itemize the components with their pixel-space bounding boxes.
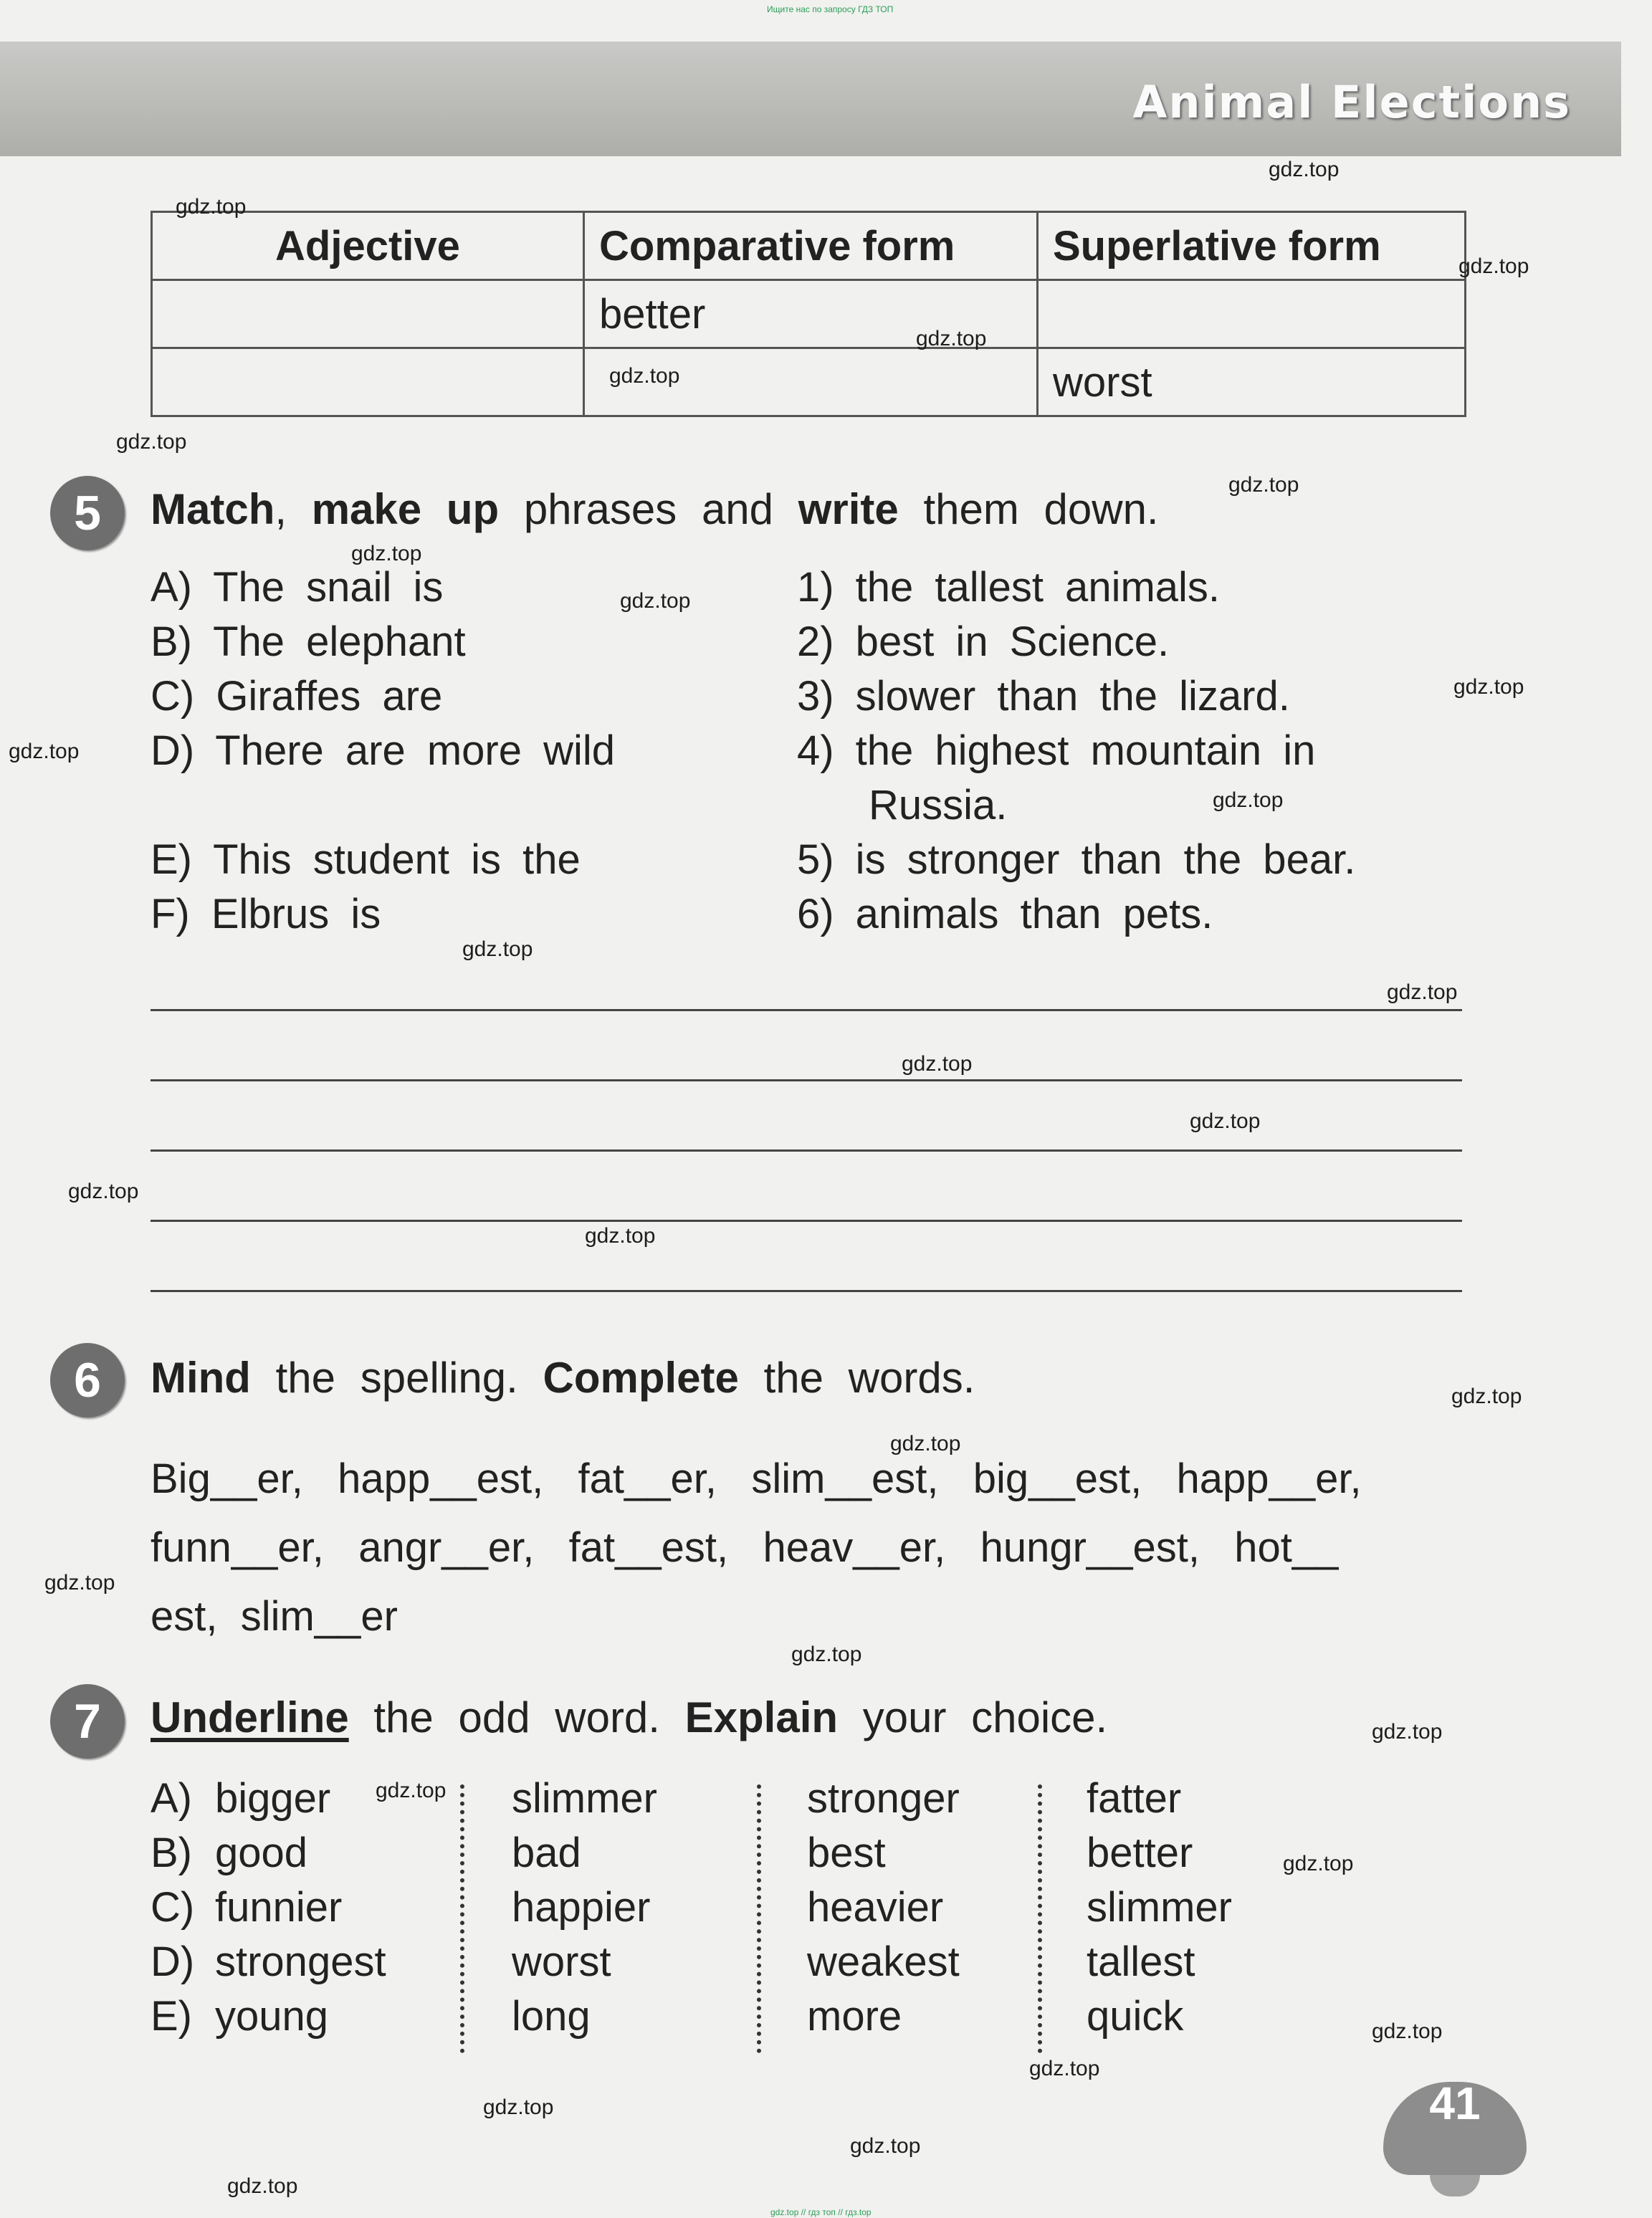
watermark: gdz.top: [44, 1571, 115, 1595]
phrase-end-1: 1) the tallest animals.: [797, 564, 1221, 611]
watermark: gdz.top: [791, 1643, 862, 1666]
watermark: gdz.top: [351, 542, 422, 565]
watermark: gdz.top: [1269, 158, 1340, 181]
phrase-start-c: C) Giraffes are: [151, 673, 443, 720]
writing-line[interactable]: [151, 1290, 1462, 1292]
table-cell[interactable]: [1038, 280, 1466, 348]
watermark: gdz.top: [227, 2174, 298, 2198]
watermark: gdz.top: [890, 1432, 961, 1455]
watermark: gdz.top: [1458, 254, 1529, 278]
top-note: Ищите нас по запросу ГДЗ ТОП: [767, 4, 894, 14]
watermark: gdz.top: [620, 589, 691, 613]
title-text: your choice.: [862, 1693, 1108, 1741]
phrase-start-d: D) There are more wild: [151, 727, 616, 774]
phrase-end-4: 4) the highest mountain in: [797, 727, 1316, 774]
watermark: gdz.top: [916, 327, 987, 350]
odd-word-option[interactable]: bad: [512, 1830, 581, 1876]
watermark: gdz.top: [1387, 980, 1458, 1004]
odd-word-option[interactable]: best: [807, 1830, 886, 1876]
adjective-forms-table: [151, 211, 1466, 417]
exercise-5-badge: 5: [50, 476, 125, 550]
watermark: gdz.top: [902, 1052, 973, 1076]
column-divider: [1038, 1784, 1042, 2053]
table-cell[interactable]: [152, 280, 584, 348]
column-divider: [757, 1784, 761, 2053]
table-header-comparative: Comparative form: [584, 212, 1038, 280]
title-text: ,: [274, 485, 287, 533]
title-bold-word: make up: [311, 485, 500, 533]
title-bold-word: Complete: [543, 1354, 739, 1402]
odd-word-option[interactable]: bigger: [215, 1775, 331, 1822]
phrase-start-b: B) The elephant: [151, 618, 466, 665]
title-bold-word: Mind: [151, 1354, 251, 1402]
odd-word-label-b: B): [151, 1830, 192, 1876]
watermark: gdz.top: [176, 195, 247, 219]
watermark: gdz.top: [1372, 2019, 1443, 2043]
table-row: [152, 280, 1466, 348]
exercise-7-title: [151, 1693, 1107, 1742]
odd-word-label-c: C): [151, 1884, 195, 1931]
exercise-6-badge: 6: [50, 1343, 125, 1418]
table-cell[interactable]: worst: [1038, 348, 1466, 416]
watermark: gdz.top: [1451, 1385, 1522, 1408]
odd-word-option[interactable]: funnier: [215, 1884, 343, 1931]
odd-word-option[interactable]: slimmer: [1087, 1884, 1232, 1931]
title-text: phrases and: [523, 485, 774, 533]
odd-word-label-a: A): [151, 1775, 192, 1822]
watermark: gdz.top: [483, 2095, 554, 2119]
phrase-end-6: 6) animals than pets.: [797, 891, 1213, 937]
watermark: gdz.top: [68, 1180, 139, 1203]
watermark: gdz.top: [609, 364, 680, 388]
table-cell[interactable]: better: [584, 280, 1038, 348]
exercise-5-title: [151, 484, 1159, 534]
page-number: 41: [1429, 2078, 1481, 2129]
table-row: [152, 348, 1466, 416]
spelling-line-2: funn__er, angr__er, fat__est, heav__er, hungr__est, hot__: [151, 1524, 1339, 1571]
writing-line[interactable]: [151, 1149, 1462, 1152]
watermark: gdz.top: [850, 2134, 921, 2158]
odd-word-option[interactable]: stronger: [807, 1775, 960, 1822]
odd-word-option[interactable]: slimmer: [512, 1775, 657, 1822]
phrase-start-e: E) This student is the: [151, 836, 581, 883]
phrase-start-f: F) Elbrus is: [151, 891, 381, 937]
title-text: the spelling.: [275, 1354, 518, 1402]
spelling-line-1: Big__er, happ__est, fat__er, slim__est, big__est, happ__er,: [151, 1455, 1362, 1502]
odd-word-option[interactable]: weakest: [807, 1939, 960, 1985]
phrase-end-2: 2) best in Science.: [797, 618, 1170, 665]
odd-word-label-d: D): [151, 1939, 195, 1985]
watermark: gdz.top: [585, 1224, 656, 1248]
odd-word-label-e: E): [151, 1993, 192, 2040]
spelling-line-3: est, slim__er: [151, 1593, 398, 1640]
phrase-start-a: A) The snail is: [151, 564, 444, 611]
watermark: gdz.top: [1372, 1720, 1443, 1744]
watermark: gdz.top: [9, 740, 80, 763]
odd-word-option[interactable]: heavier: [807, 1884, 944, 1931]
table-header-adjective: Adjective: [152, 212, 584, 280]
exercise-6-title: [151, 1353, 975, 1402]
phrase-end-3: 3) slower than the lizard.: [797, 673, 1290, 720]
watermark: gdz.top: [1228, 473, 1299, 497]
watermark: gdz.top: [1453, 675, 1524, 699]
column-divider: [460, 1784, 464, 2053]
title-bold-word: write: [798, 485, 899, 533]
watermark: gdz.top: [1213, 788, 1284, 812]
watermark: gdz.top: [1283, 1852, 1354, 1875]
page-title: Animal Elections: [1132, 76, 1571, 128]
odd-word-option[interactable]: happier: [512, 1884, 651, 1931]
title-text: them down.: [923, 485, 1159, 533]
odd-word-option[interactable]: young: [215, 1993, 329, 2040]
odd-word-option[interactable]: fatter: [1087, 1775, 1182, 1822]
watermark: gdz.top: [462, 937, 533, 961]
odd-word-option[interactable]: quick: [1087, 1993, 1184, 2040]
title-bold-word: Underline: [151, 1693, 349, 1741]
title-text: the odd word.: [373, 1693, 660, 1741]
table-header-superlative: Superlative form: [1038, 212, 1466, 280]
odd-word-option[interactable]: strongest: [215, 1939, 386, 1985]
writing-line[interactable]: [151, 1079, 1462, 1081]
odd-word-option[interactable]: worst: [512, 1939, 611, 1985]
odd-word-option[interactable]: more: [807, 1993, 902, 2040]
phrase-end-4-cont: Russia.: [869, 782, 1008, 828]
title-bold-word: Match: [151, 485, 275, 533]
odd-word-option[interactable]: good: [215, 1830, 308, 1876]
watermark: gdz.top: [116, 430, 187, 454]
writing-line[interactable]: [151, 1009, 1462, 1011]
title-text: the words.: [763, 1354, 975, 1402]
bottom-note: gdz.top // гдз топ // гдз.top: [770, 2207, 872, 2217]
table-cell[interactable]: [152, 348, 584, 416]
title-bold-word: Explain: [684, 1693, 839, 1741]
watermark: gdz.top: [1190, 1109, 1261, 1133]
table-header-row: [152, 212, 1466, 280]
header-band: [0, 42, 1621, 156]
exercise-7-badge: 7: [50, 1684, 125, 1759]
watermark: gdz.top: [1029, 2057, 1100, 2080]
odd-word-option[interactable]: tallest: [1087, 1939, 1195, 1985]
odd-word-option[interactable]: better: [1087, 1830, 1193, 1876]
odd-word-option[interactable]: long: [512, 1993, 591, 2040]
writing-line[interactable]: [151, 1220, 1462, 1222]
watermark: gdz.top: [376, 1779, 447, 1802]
phrase-end-5: 5) is stronger than the bear.: [797, 836, 1356, 883]
